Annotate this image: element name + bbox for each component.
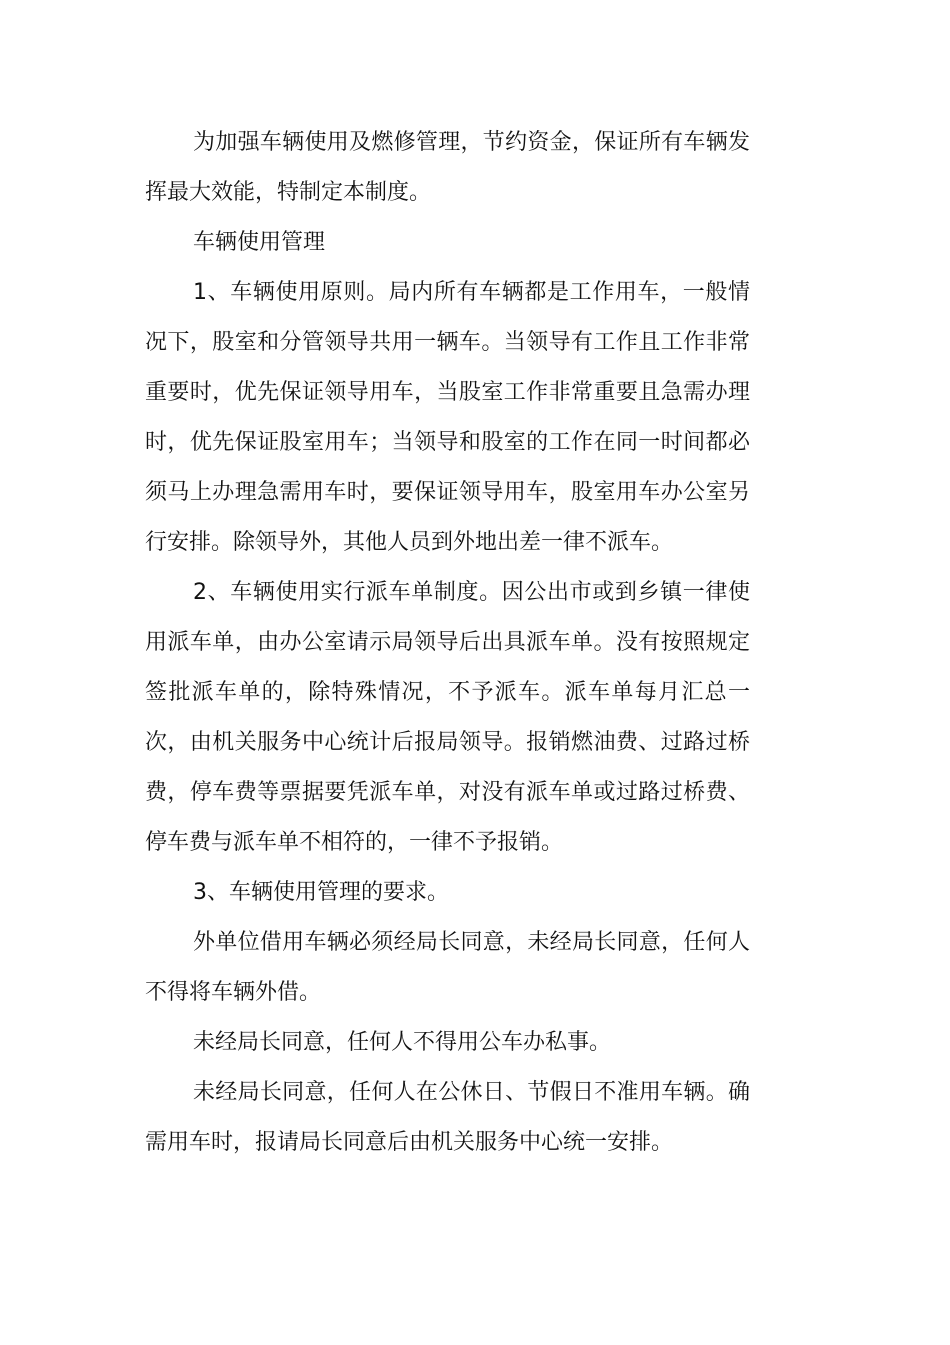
- rule-1-paragraph: 1、车辆使用原则。局内所有车辆都是工作用车，一般情况下，股室和分管领导共用一辆车。当领导有工作且工作非常重要时，优先保证领导用车，当股室工作非常重要且急需办理时，优先保证股室用车；当领导和股室的工作在同一时间都必须马上办理急需用车时，要保证领导用车，股室用车办公室另行安排。除领导外，其他人员到外地出差一律不派车。: [145, 280, 750, 555]
- rule-2-paragraph: 2、车辆使用实行派车单制度。因公出市或到乡镇一律使用派车单，由办公室请示局领导后出具派车单。没有按照规定签批派车单的，除特殊情况，不予派车。派车单每月汇总一次，由机关服务中心统计后报局领导。报销燃油费、过路过桥费，停车费等票据要凭派车单，对没有派车单或过路过桥费、停车费与派车单不相符的，一律不予报销。: [145, 580, 750, 855]
- intro-paragraph: 为加强车辆使用及燃修管理，节约资金，保证所有车辆发挥最大效能，特制定本制度。: [145, 130, 750, 205]
- holiday-use-paragraph: 未经局长同意，任何人在公休日、节假日不准用车辆。确需用车时，报请局长同意后由机关服务中心统一安排。: [145, 1080, 750, 1155]
- rule-3-heading: 3、车辆使用管理的要求。: [193, 880, 449, 905]
- section-heading: 车辆使用管理: [193, 230, 326, 255]
- document-body: [145, 118, 750, 1168]
- external-lending-paragraph: 外单位借用车辆必须经局长同意，未经局长同意，任何人不得将车辆外借。: [145, 930, 750, 1005]
- private-use-paragraph: 未经局长同意，任何人不得用公车办私事。: [193, 1030, 612, 1055]
